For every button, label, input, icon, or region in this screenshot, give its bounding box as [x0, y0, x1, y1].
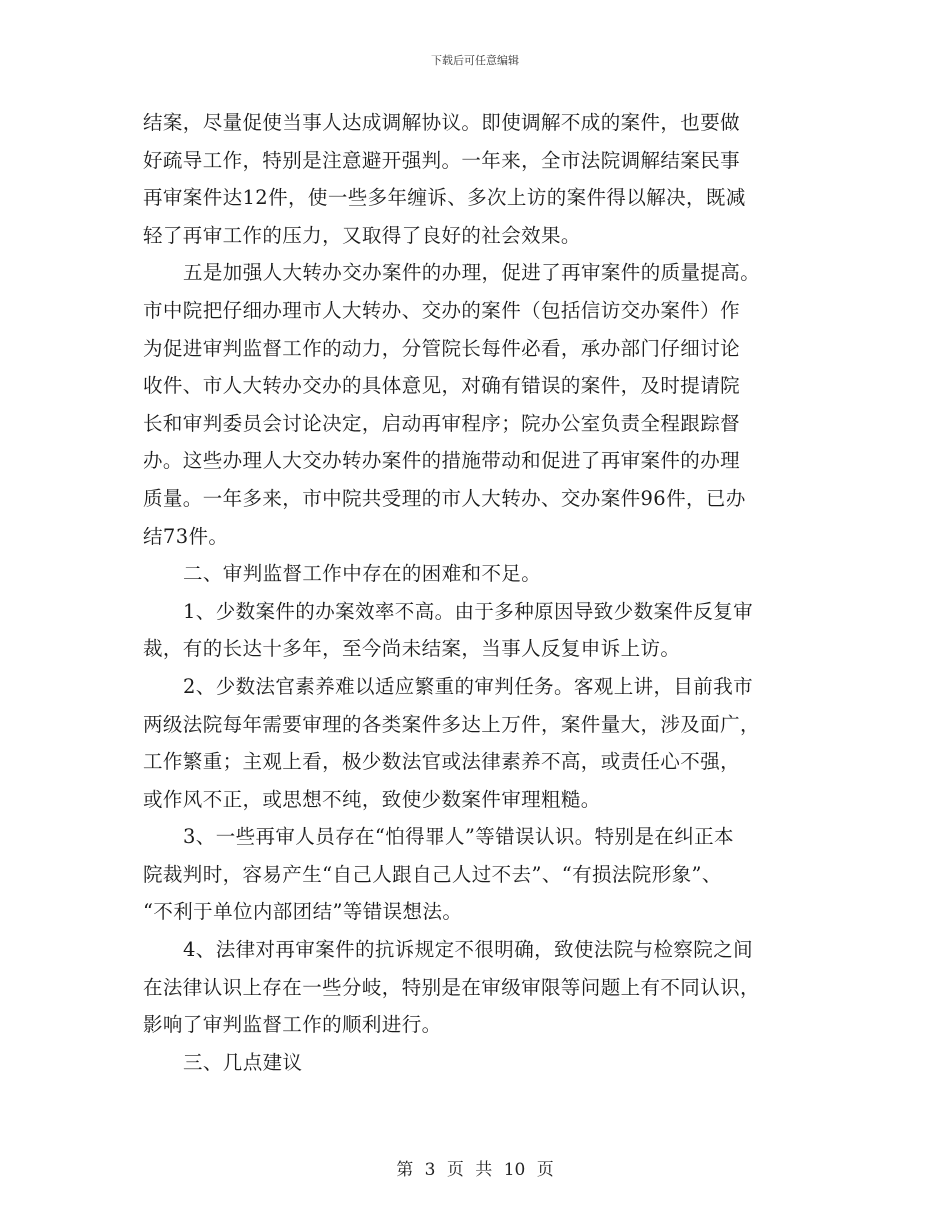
text-line: 再审案件达12件，使一些多年缠诉、多次上访的案件得以解决，既减 — [143, 186, 746, 210]
text-line: 裁，有的长达十多年，至今尚未结案，当事人反复申诉上访。 — [143, 637, 681, 661]
text-line: 在法律认识上存在一些分岐，特别是在审级审限等问题上有不同认识， — [143, 975, 760, 999]
paragraph-start-line: 3、一些再审人员存在“怕得罪人”等错误认识。特别是在纠正本 — [183, 825, 734, 849]
section-heading: 三、几点建议 — [183, 1050, 303, 1074]
text-line: 长和审判委员会讨论决定，启动再审程序；院办公室负责全程跟踪督 — [143, 411, 741, 435]
text-line: 市中院把仔细办理市人大转办、交办的案件（包括信访交办案件）作 — [143, 298, 741, 322]
text-line: “不利于单位内部团结”等错误想法。 — [143, 900, 463, 924]
text-line: 收件、市人大转办交办的具体意见，对确有错误的案件，及时提请院 — [143, 374, 741, 398]
text-line: 质量。一年多来，市中院共受理的市人大转办、交办案件96件，已办 — [143, 486, 746, 510]
document-body — [143, 104, 813, 1081]
text-line: 为促进审判监督工作的动力，分管院长每件必看，承办部门仔细讨论 — [143, 336, 741, 360]
text-line: 结案，尽量促使当事人达成调解协议。即使调解不成的案件，也要做 — [143, 111, 741, 134]
section-heading: 二、审判监督工作中存在的困难和不足。 — [183, 562, 542, 586]
text-line: 或作风不正，或思想不纯，致使少数案件审理粗糙。 — [143, 787, 601, 811]
paragraph-start-line: 4、法律对再审案件的抗诉规定不很明确，致使法院与检察院之间 — [183, 938, 754, 962]
text-line: 办。这些办理人大交办转办案件的措施带动和促进了再审案件的办理 — [143, 449, 741, 473]
paragraph-start-line: 五是加强人大转办交办案件的办理，促进了再审案件的质量提高。 — [183, 261, 761, 285]
paragraph-start-line: 2、少数法官素养难以适应繁重的审判任务。客观上讲，目前我市 — [183, 674, 754, 698]
text-line: 两级法院每年需要审理的各类案件多达上万件，案件量大，涉及面广， — [143, 712, 760, 736]
text-line: 轻了再审工作的压力，又取得了良好的社会效果。 — [143, 223, 581, 247]
page-number: 第 3 页 共 10 页 — [396, 1160, 554, 1180]
text-line: 好疏导工作，特别是注意避开强判。一年来，全市法院调解结案民事 — [143, 148, 741, 172]
paragraph-start-line: 1、少数案件的办案效率不高。由于多种原因导致少数案件反复审 — [183, 599, 754, 623]
text-line: 影响了审判监督工作的顺利进行。 — [143, 1013, 442, 1037]
page-header: 下载后可任意编辑 — [431, 54, 519, 67]
text-line: 院裁判时，容易产生“自己人跟自己人过不去”、“有损法院形象”、 — [143, 862, 722, 886]
text-line: 结73件。 — [143, 524, 229, 548]
text-line: 工作繁重；主观上看，极少数法官或法律素养不高，或责任心不强， — [143, 750, 741, 774]
